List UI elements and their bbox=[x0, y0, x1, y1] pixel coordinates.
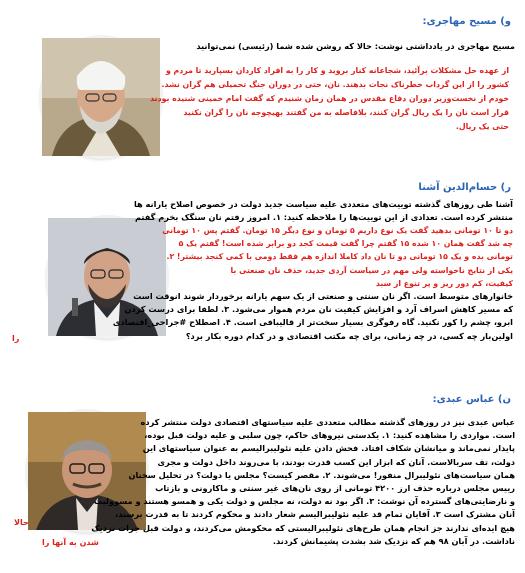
text-line: است. مواردی را مشاهده کنید: ۱. یکدستی نیروهای حاکم، چون سلبی و علیه دولت قبل بوده، bbox=[144, 430, 515, 441]
heading-mohajeri: و) مسیح مهاجری: bbox=[422, 16, 511, 27]
text-line: عباس عبدی نیز در روزهای گذشته مطالب متعددی علیه سیاستهای اقتصادی دولت منتشر کرده bbox=[140, 417, 515, 427]
text-line: یکی از نتایج ناخواسته ولی مهم در سیاست آردی جدید، حذف نان صنعتی با bbox=[230, 265, 513, 275]
text-line: خودم از نخست‌وزیر دوران دفاع مقدس در همان زمان شنیدم که گفت امام خمینی شنیده بودند bbox=[150, 94, 509, 103]
text-line: چه شد گفت همان ۱۰ شده ۱۵ گفتم چرا گفت قیمت کجد دو برابر شده است! گفتم یک ۵ bbox=[178, 239, 513, 249]
text-line: خانوارهای متوسط است. اگر نان سنتی و صنعتی از یک سهم یارانه برخوردار شوند انوقت است bbox=[133, 291, 513, 301]
intro-mohajeri: مسیح مهاجری در یادداشتی نوشت: حالا که روشن شده شما (رئیسی) نمی‌توانید bbox=[196, 41, 515, 51]
text-line: رییس مجلس درباره حذف ارز ۴۲۰۰ تومانی از روی نان‌های غیر سنتی و ماکارونی و بازتاب bbox=[155, 483, 515, 494]
text-line: همان سیاست‌های نئولیبرال منفور! می‌شوند. ۲. مقصر کیست؟ مجلس یا دولت؟ در تحلیل سخنان bbox=[128, 469, 515, 480]
margin-note-ashna: را bbox=[12, 334, 20, 343]
text-line: پایدار نمی‌ماند و میانشان شکاف افتاد. فحش دادن علیه نئولیبرالیسم به عنوان سیاستهای این bbox=[142, 443, 515, 454]
heading-ashna: ر) حسام‌الدین آشنا bbox=[418, 182, 511, 193]
text-line: کشور را از این گرداب خطرناک نجات بدهند. نان، حتی در دوران جنگ تحمیلی هم گران نشد. bbox=[161, 80, 509, 89]
portrait-mohajeri bbox=[42, 38, 160, 156]
text-line: دولت، تف سربالاست. آنان که ابزار این کسب قدرت بودند، با می‌روند داخل دولت و مجری bbox=[157, 456, 515, 467]
section-ashna bbox=[0, 162, 525, 382]
text-line: ناداشت. در آبان ۹۸ هم که نزدیک شد بشدت پشیمانش کردند. bbox=[272, 535, 515, 546]
text-line: آنان مشترک است ۳. آقایان تمام قد علیه نئولیبرالیسم شعار دادند و محکوم کردند تا به قدرت برسند، bbox=[115, 509, 515, 520]
body-mohajeri bbox=[150, 64, 509, 134]
body-ashna-cont bbox=[112, 290, 513, 343]
section-abdi bbox=[0, 382, 525, 573]
text-line: هیچ ایده‌ای ندارند جز انجام همان طرح‌های نئولیبرالیستی که محکومش می‌کردند، و دولت قبل جرات نزدیک bbox=[91, 522, 515, 533]
text-line: آشنا طی روزهای گذشته توییت‌های متعددی علیه سیاست جدید دولت در خصوص اصلاح یارانه ها bbox=[133, 199, 513, 209]
text-line: دو تا ۱۰ تومانی بدهید گفت یک نوع داریم ۵ تومان و نوع دیگر ۱۵ تومان. گفتم پس ۱۰ تومانی bbox=[162, 226, 513, 235]
body-ashna bbox=[162, 224, 513, 290]
text-line: اولین‌بار چه کسی، در چه زمانی، برای چه مکتب اقتصادی و در کدام دوره بکار برد؟ bbox=[185, 330, 513, 341]
text-line: و نارضایتی‌های گسترده آن نوشت: ۳. اگر بود نه دولت، نه مجلس و دولت یکی و همسو هستند و مسوولیت bbox=[93, 496, 515, 507]
text-line: قرار است نان را یک ریال گران کنند، بلافاصله به من گفتند بهیچوجه نان را گران نکنید bbox=[183, 108, 509, 117]
text-line: از عهده حل مشکلات برآئید، شجاعانه کنار بروید و کار را به افراد کاردان بسپارید تا مردم و bbox=[165, 66, 509, 75]
text-line: که مسیر کاهش اسراف آرد و افزایش کیفیت نان مردم هموار می‌شود. ۳. لطفا برای درست کردن bbox=[124, 304, 513, 315]
intro-ashna bbox=[133, 198, 513, 224]
body-abdi bbox=[91, 416, 515, 548]
text-line: کیفیت، کم دور ریز و پر تنوع از سبد bbox=[375, 278, 513, 288]
heading-abdi: ن) عباس عبدی: bbox=[432, 394, 511, 405]
text-line: تومانی بده و یک ۱۵ تومانی دو تا نان داد کاملا اندازه هم فقط دومی با کمی کنجد بیشتر! ۲. bbox=[166, 252, 513, 262]
text-line: حتی یک ریال. bbox=[455, 122, 509, 131]
section-mohajeri bbox=[0, 0, 525, 162]
text-line: منتشر کرده است. تعدادی از این توییت‌ها را ملاحظه کنید: ۱. امروز رفتم نان سنگک بخرم گفتم bbox=[134, 212, 513, 222]
margin-note-abdi-2: شدن به آنها را bbox=[42, 538, 99, 547]
text-line: ابرو، چشم را کور نکنید. گاه رفوگری بسیار سخت‌تر از قالیبافی است. ۴. اصطلاح #جراحی_اقتصادی bbox=[112, 317, 513, 328]
margin-note-abdi-1: حالا bbox=[14, 518, 29, 527]
